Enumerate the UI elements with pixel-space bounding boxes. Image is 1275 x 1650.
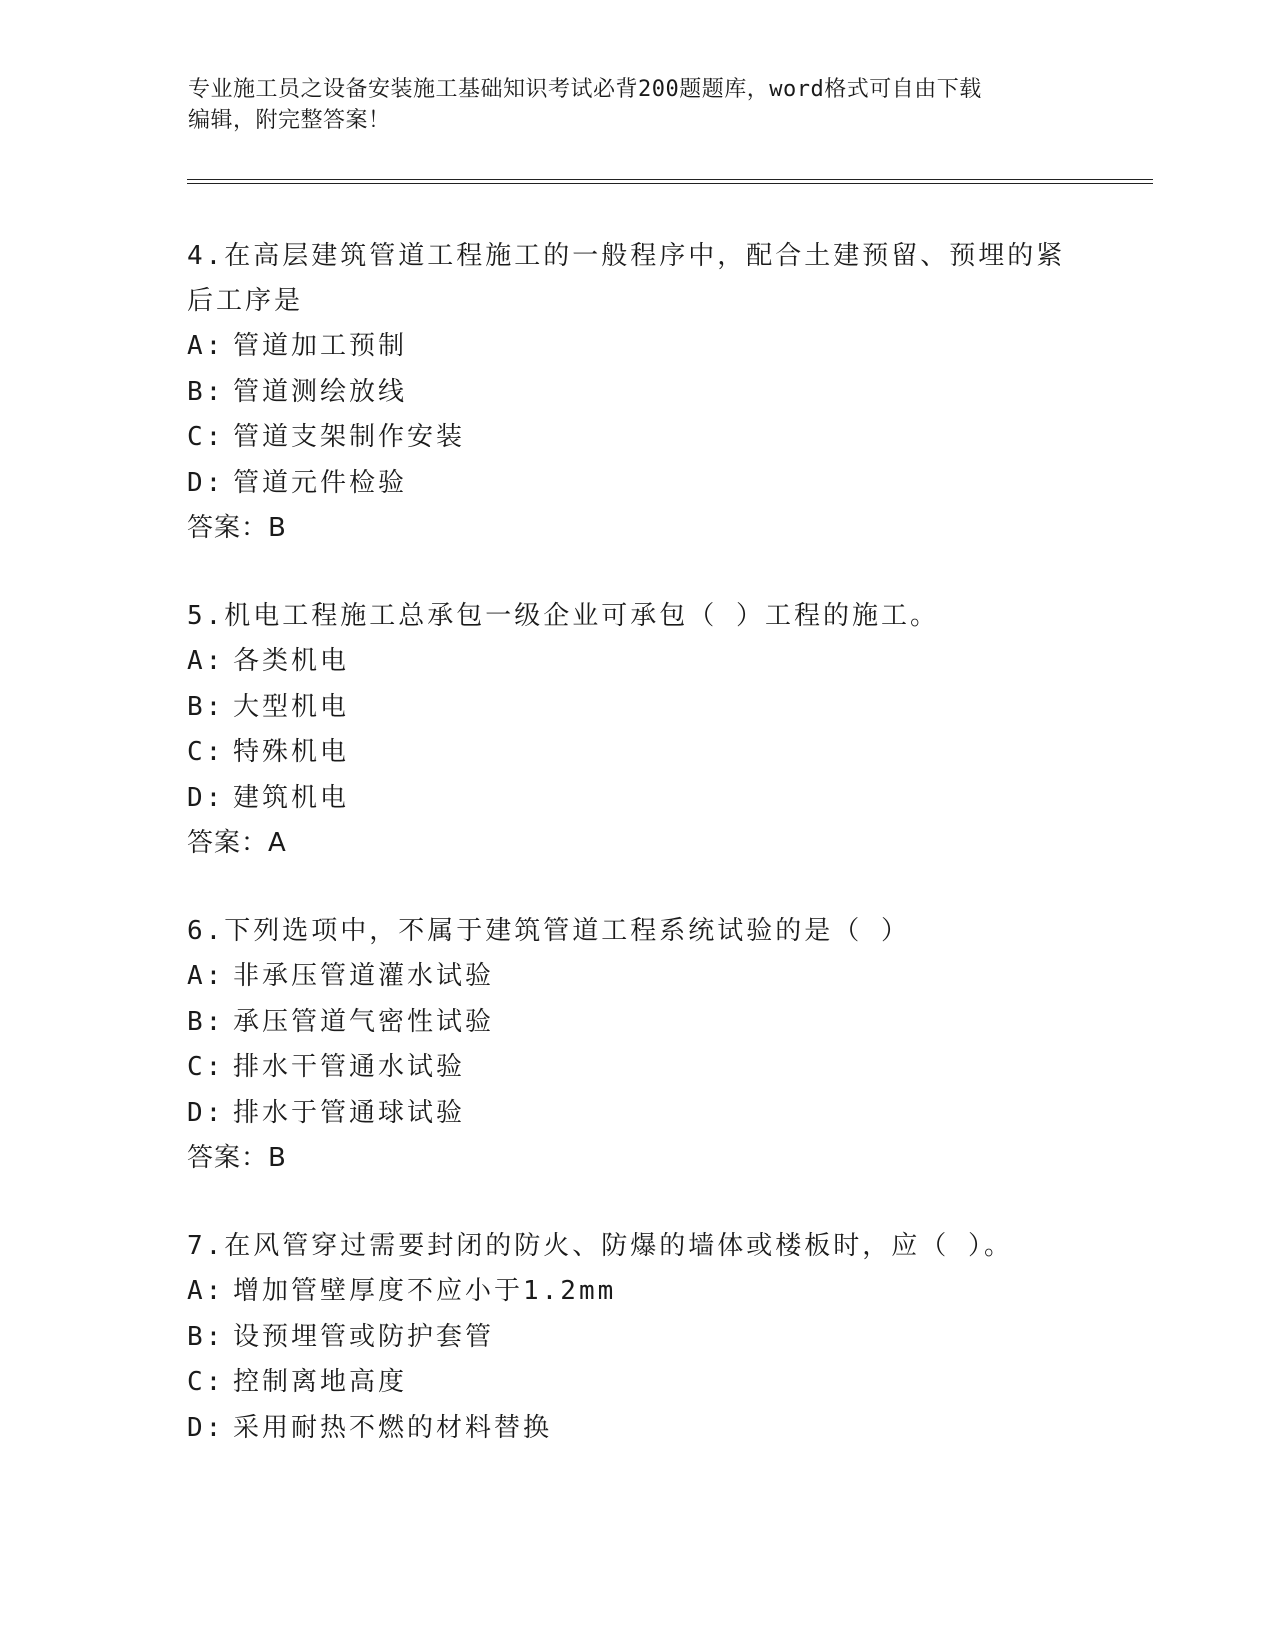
- question-5: [187, 594, 1107, 866]
- option-text: 管道加工预制: [233, 331, 408, 361]
- question-stem: [187, 234, 1107, 324]
- option-letter: C:: [187, 737, 225, 767]
- option-d: [187, 776, 1107, 822]
- option-d: [187, 1091, 1107, 1137]
- answer-line: 答案：B: [187, 1143, 287, 1173]
- option-text: 设预埋管或防护套管: [233, 1321, 495, 1352]
- option-d: [187, 1406, 1107, 1452]
- question-stem: [187, 909, 1107, 954]
- question-stem: [187, 1224, 1107, 1269]
- option-b: [187, 370, 1107, 416]
- option-text: 各类机电: [233, 646, 350, 676]
- option-text: 建筑机电: [233, 782, 350, 813]
- option-c: [187, 1045, 1107, 1091]
- option-letter: A:: [187, 1276, 225, 1306]
- option-text: 控制离地高度: [233, 1367, 408, 1397]
- header-divider-top: [187, 179, 1153, 180]
- header-line-1: 专业施工员之设备安装施工基础知识考试必背200题题库，word格式可自由下载: [188, 77, 982, 102]
- option-letter: D:: [187, 782, 225, 813]
- option-text: 排水于管通球试验: [233, 1097, 466, 1128]
- option-d: [187, 461, 1107, 507]
- document-header: [188, 74, 1088, 136]
- question-list: [187, 234, 1107, 1494]
- header-divider-bottom: [187, 183, 1153, 184]
- option-letter: B:: [187, 1006, 225, 1037]
- option-letter: D:: [187, 1097, 225, 1128]
- option-c: [187, 1360, 1107, 1406]
- option-letter: C:: [187, 1367, 225, 1397]
- question-7: [187, 1224, 1107, 1451]
- question-stem-line: 后工序是: [187, 286, 304, 316]
- option-text: 管道测绘放线: [233, 376, 408, 407]
- question-stem-line: 4.在高层建筑管道工程施工的一般程序中，配合土建预留、预埋的紧: [187, 241, 1066, 271]
- option-c: [187, 730, 1107, 776]
- answer-line: 答案：A: [187, 828, 287, 858]
- option-text: 管道元件检验: [233, 467, 408, 498]
- question-stem-line: 5.机电工程施工总承包一级企业可承包（ ）工程的施工。: [187, 601, 939, 631]
- option-text: 承压管道气密性试验: [233, 1006, 495, 1037]
- option-text: 管道支架制作安装: [233, 422, 466, 452]
- option-text: 增加管壁厚度不应小于1.2mm: [233, 1276, 617, 1306]
- option-letter: B:: [187, 691, 225, 722]
- option-a: [187, 954, 1107, 1000]
- option-text: 排水干管通水试验: [233, 1052, 466, 1082]
- option-text: 特殊机电: [233, 737, 350, 767]
- question-stem: [187, 594, 1107, 639]
- option-letter: A:: [187, 961, 225, 991]
- option-a: [187, 324, 1107, 370]
- option-text: 采用耐热不燃的材料替换: [233, 1412, 553, 1443]
- option-letter: D:: [187, 1412, 225, 1443]
- option-letter: C:: [187, 1052, 225, 1082]
- option-letter: C:: [187, 422, 225, 452]
- question-6: [187, 909, 1107, 1181]
- option-c: [187, 415, 1107, 461]
- option-b: [187, 1315, 1107, 1361]
- option-letter: B:: [187, 376, 225, 407]
- option-text: 大型机电: [233, 691, 350, 722]
- option-letter: B:: [187, 1321, 225, 1352]
- question-4: [187, 234, 1107, 551]
- option-text: 非承压管道灌水试验: [233, 961, 495, 991]
- option-b: [187, 685, 1107, 731]
- option-a: [187, 639, 1107, 685]
- option-letter: A:: [187, 646, 225, 676]
- question-stem-line: 6.下列选项中，不属于建筑管道工程系统试验的是（ ）: [187, 916, 910, 946]
- option-b: [187, 1000, 1107, 1046]
- header-line-2: 编辑，附完整答案！: [188, 108, 391, 133]
- option-letter: D:: [187, 467, 225, 498]
- question-stem-line: 7.在风管穿过需要封闭的防火、防爆的墙体或楼板时，应（ ）。: [187, 1231, 1013, 1261]
- answer-line: 答案：B: [187, 513, 287, 543]
- option-a: [187, 1269, 1107, 1315]
- option-letter: A:: [187, 331, 225, 361]
